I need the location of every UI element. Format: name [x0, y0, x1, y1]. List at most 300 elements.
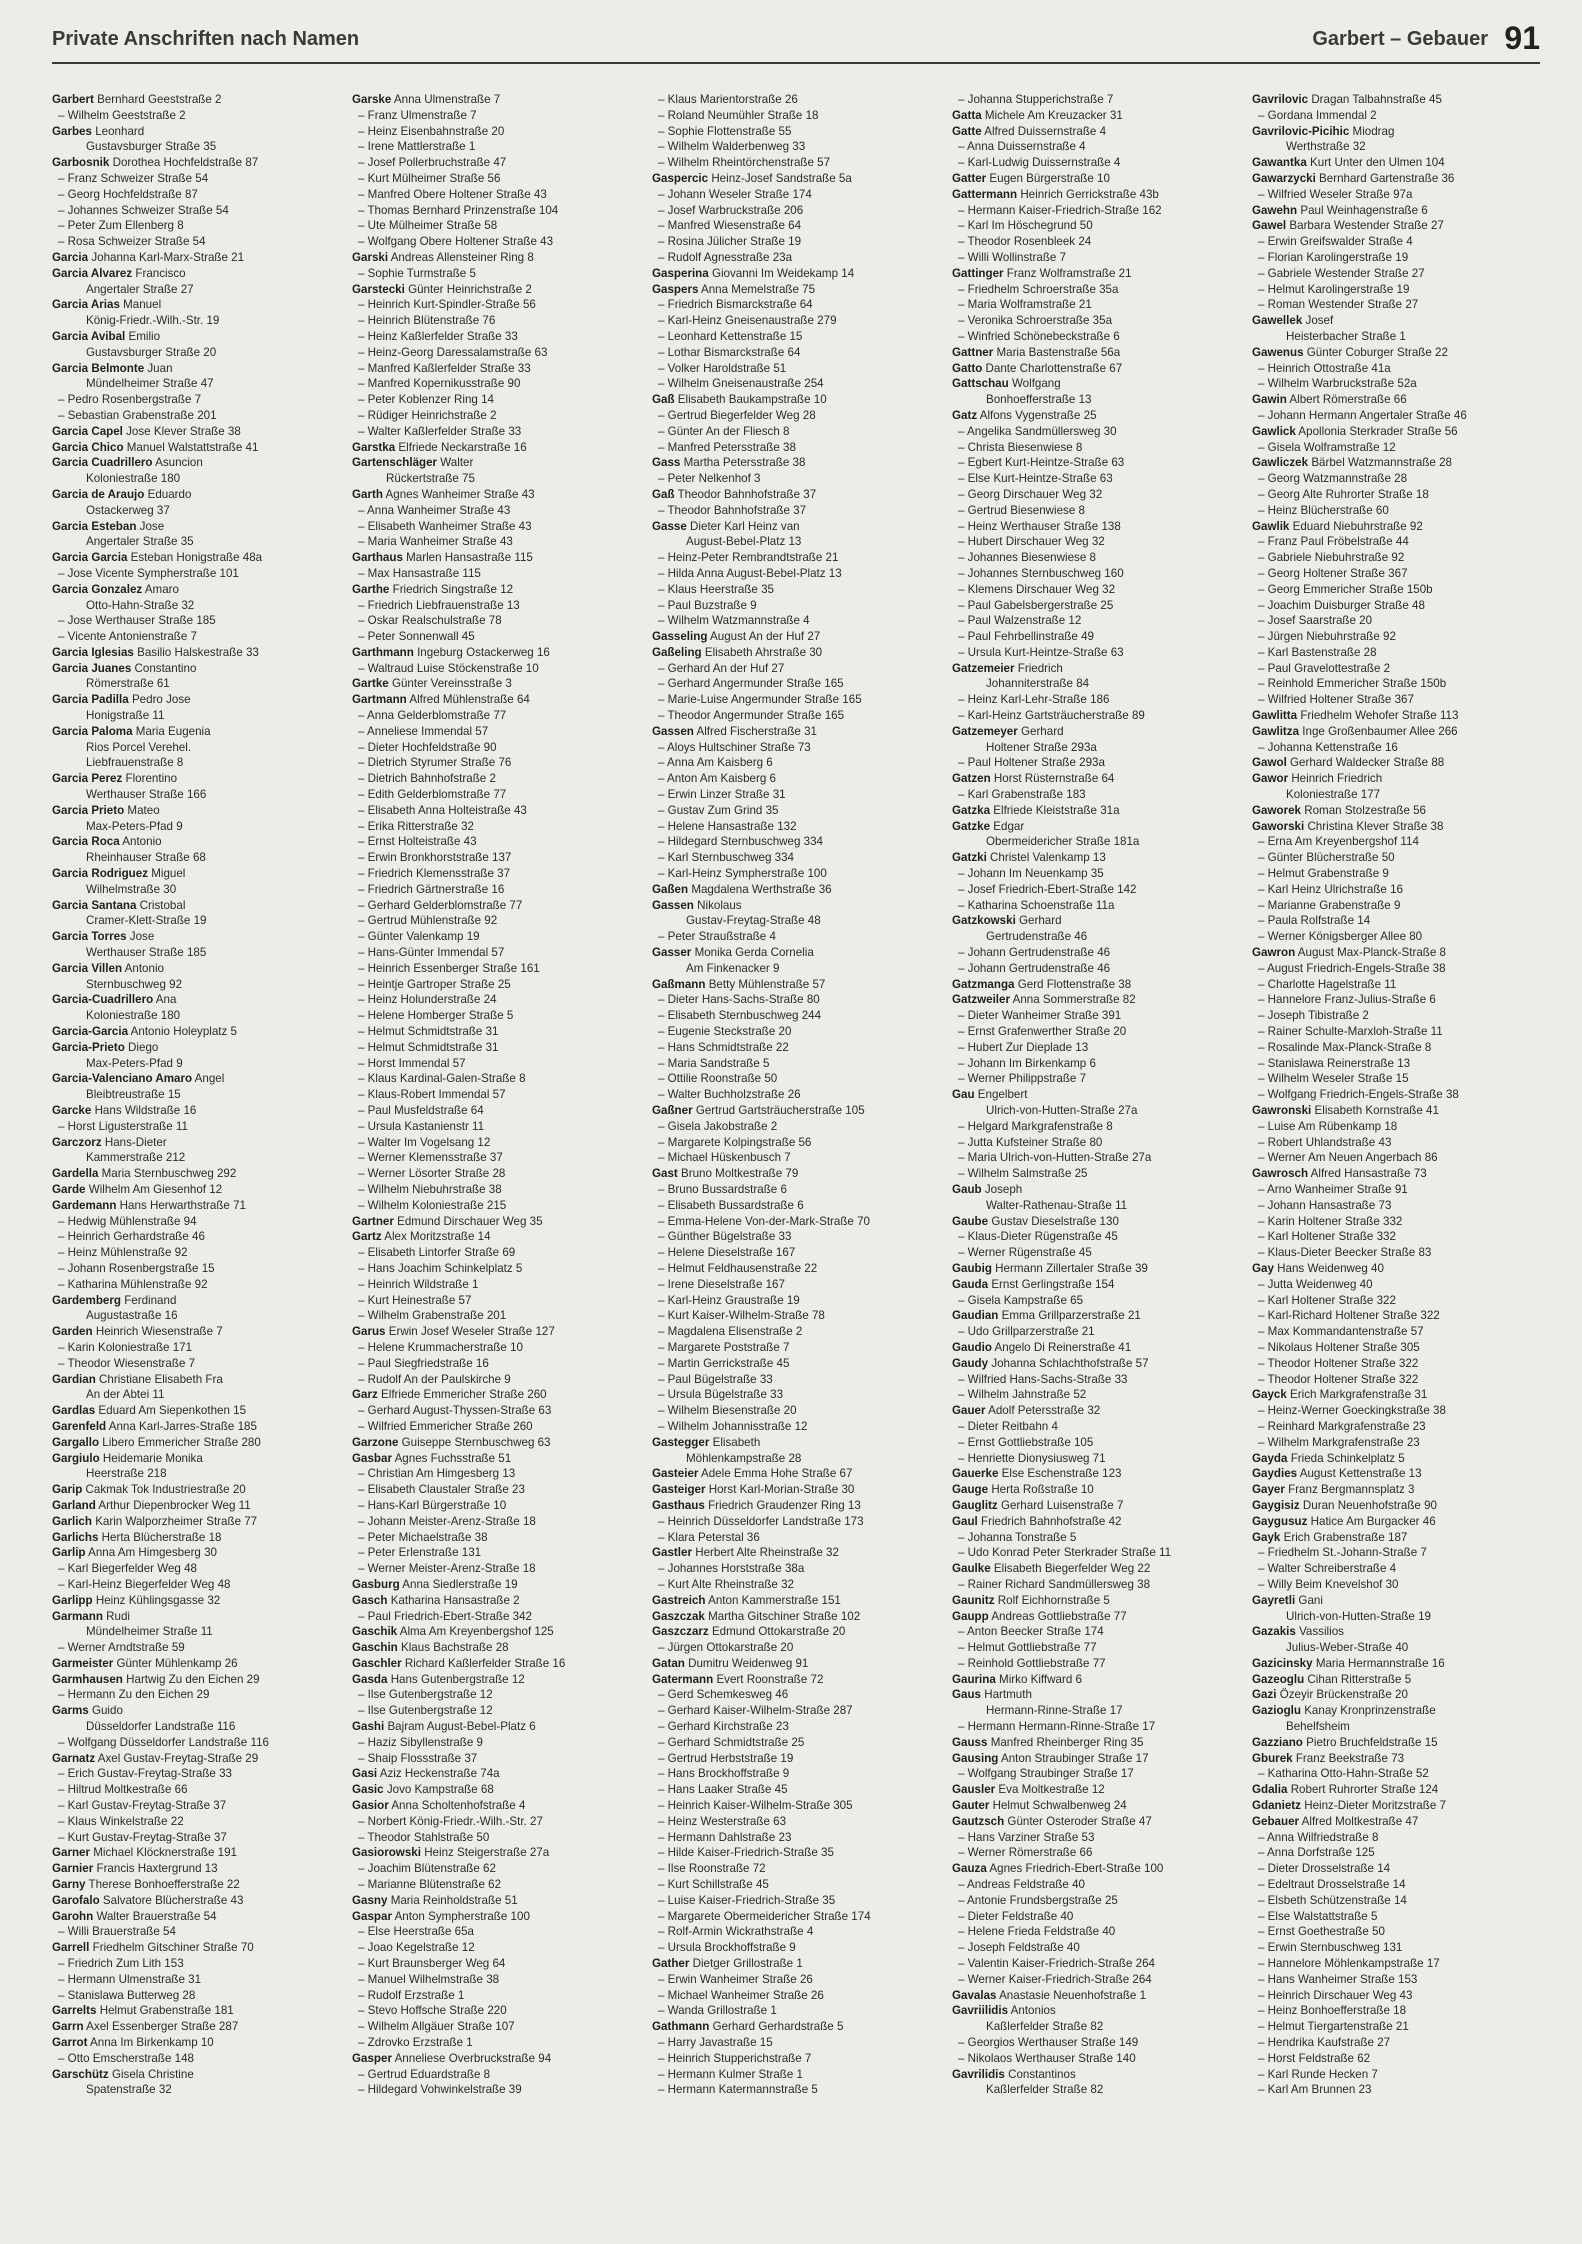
listing-entry [352, 819, 640, 835]
listing-entry [952, 424, 1240, 440]
listing-entry [652, 124, 940, 140]
listing-entry [52, 1324, 340, 1340]
same-surname-dash: – [1258, 1025, 1268, 1039]
same-surname-dash: – [358, 171, 368, 185]
listing-entry [652, 455, 940, 471]
same-surname-dash: – [658, 1514, 668, 1528]
entry-details: Herta Roßstraße 10 [991, 1483, 1094, 1497]
same-surname-dash: – [1258, 1830, 1268, 1844]
listing-entry [1252, 598, 1540, 614]
entry-details: Johanna Kettenstraße 16 [1267, 740, 1398, 754]
listing-entry [1252, 1593, 1540, 1609]
same-surname-dash: – [958, 1246, 968, 1260]
entry-details: Helmut Schmidtstraße 31 [367, 1025, 499, 1039]
surname: Gatzemeyer [952, 724, 1018, 738]
listing-entry [1252, 218, 1540, 234]
surname: Gawel [1252, 219, 1287, 233]
entry-details: Maria Wolframstraße 21 [967, 298, 1092, 312]
surname: Garus [352, 1325, 386, 1339]
surname: Gaß [652, 393, 675, 407]
listing-entry [352, 171, 640, 187]
listing-entry [952, 266, 1240, 282]
listing-entry [652, 1435, 940, 1451]
entry-details: Sternbuschweg 92 [86, 977, 183, 991]
surname: Gazeoglu [1252, 1672, 1305, 1686]
listing-entry [652, 1893, 940, 1909]
same-surname-dash: – [658, 1119, 668, 1133]
entry-details: Antonio [122, 835, 162, 849]
same-surname-dash: – [658, 1025, 668, 1039]
entry-details: Elisabeth Wanheimer Straße 43 [367, 519, 532, 533]
surname: Gaubig [952, 1261, 992, 1275]
surname: Gaurina [952, 1672, 996, 1686]
listing-entry [52, 1135, 340, 1151]
listing-entry [52, 1830, 340, 1846]
entry-details: Johann Im Birkenkamp 6 [967, 1056, 1096, 1070]
entry-details: Özeyir Brückenstraße 20 [1279, 1688, 1408, 1702]
entry-details: Werthauser Straße 185 [86, 946, 207, 960]
listing-entry [652, 566, 940, 582]
entry-details: Heinz-Werner Goeckingkstraße 38 [1267, 1404, 1446, 1418]
listing-entry [1252, 1435, 1540, 1451]
listing-entry [952, 913, 1240, 929]
listing-entry [352, 1656, 640, 1672]
same-surname-dash: – [358, 1072, 368, 1086]
listing-entry [1252, 1924, 1540, 1940]
same-surname-dash: – [958, 1941, 968, 1955]
listing-entry [52, 1451, 340, 1467]
entry-details: Erwin Josef Weseler Straße 127 [388, 1325, 555, 1339]
entry-details: Friedhelm Wehofer Straße 113 [1300, 709, 1459, 723]
same-surname-dash: – [1258, 1009, 1268, 1023]
listing-entry [652, 218, 940, 234]
entry-details: Cramer-Klett-Straße 19 [86, 914, 207, 928]
listing-entry [1252, 1672, 1540, 1688]
same-surname-dash: – [1258, 408, 1268, 422]
same-surname-dash: – [358, 1309, 368, 1323]
same-surname-dash: – [958, 1293, 968, 1307]
entry-details: Josef Friedrich-Ebert-Straße 142 [967, 882, 1137, 896]
entry-details: Walter Buchholzstraße 26 [667, 1088, 801, 1102]
listing-entry [352, 2067, 640, 2083]
listing-entry [952, 850, 1240, 866]
entry-details: Norbert König-Friedr.-Wilh.-Str. 27 [367, 1814, 543, 1828]
same-surname-dash: – [358, 566, 368, 580]
entry-details: August Kettenstraße 13 [1299, 1467, 1422, 1481]
entry-details: Albert Römerstraße 66 [1289, 393, 1407, 407]
entry-details: Paul Gravelottestraße 2 [1267, 661, 1391, 675]
entry-details: Wilhelm Grabenstraße 201 [367, 1309, 507, 1323]
entry-details: Karl Im Höschegrund 50 [967, 219, 1093, 233]
listing-entry [1252, 1403, 1540, 1419]
entry-details: Thomas Bernhard Prinzenstraße 104 [367, 203, 559, 217]
listing-entry [952, 2082, 1240, 2098]
listing-entry [1252, 1324, 1540, 1340]
listing-entry [952, 1988, 1240, 2004]
same-surname-dash: – [958, 503, 968, 517]
surname: Garden [52, 1325, 93, 1339]
entry-details: Elfriede Emmericher Straße 260 [381, 1388, 547, 1402]
same-surname-dash: – [958, 2036, 968, 2050]
listing-entry [52, 455, 340, 471]
surname: Gayck [1252, 1388, 1287, 1402]
same-surname-dash: – [958, 693, 968, 707]
same-surname-dash: – [658, 1340, 668, 1354]
same-surname-dash: – [1258, 961, 1268, 975]
same-surname-dash: – [358, 1609, 368, 1623]
same-surname-dash: – [958, 440, 968, 454]
listing-entry [952, 1940, 1240, 1956]
same-surname-dash: – [658, 235, 668, 249]
same-surname-dash: – [658, 1056, 668, 1070]
entry-details: Rudolf Erzstraße 1 [367, 1988, 465, 2002]
surname: Gastegger [652, 1435, 710, 1449]
entry-details: Peter Michaelstraße 38 [367, 1530, 488, 1544]
entry-details: Heinrich Kurt-Spindler-Straße 56 [367, 298, 536, 312]
listing-entry [1252, 1498, 1540, 1514]
same-surname-dash: – [958, 630, 968, 644]
listing-entry [952, 1056, 1240, 1072]
entry-details: Else Kurt-Heintze-Straße 63 [967, 472, 1113, 486]
surname: Gaulke [952, 1562, 991, 1576]
listing-entry [52, 108, 340, 124]
surname: Gasny [352, 1893, 388, 1907]
listing-entry [1252, 2051, 1540, 2067]
listing-entry [1252, 787, 1540, 803]
listing-entry [352, 282, 640, 298]
surname: Garcia Villen [52, 961, 123, 975]
entry-details: Karl-Heinz Sympherstraße 100 [667, 867, 827, 881]
entry-details: Dumitru Weidenweg 91 [688, 1656, 809, 1670]
listing-entry [52, 1956, 340, 1972]
surname: Gass [652, 456, 681, 470]
same-surname-dash: – [958, 551, 968, 565]
listing-entry [952, 1340, 1240, 1356]
same-surname-dash: – [358, 219, 368, 233]
entry-details: Stanislawa Reinerstraße 13 [1267, 1056, 1411, 1070]
entry-details: Georg Hochfeldstraße 87 [67, 187, 198, 201]
entry-details: Christina Klever Straße 38 [1307, 819, 1444, 833]
surname: Gazi [1252, 1688, 1277, 1702]
entry-details: Bruno Moltkestraße 79 [681, 1167, 799, 1181]
listing-entry [952, 803, 1240, 819]
entry-details: Maria Sternbuschweg 292 [101, 1167, 237, 1181]
entry-details: Joseph Feldstraße 40 [967, 1941, 1080, 1955]
surname: Garlichs [52, 1530, 99, 1544]
surname: Gausing [952, 1751, 999, 1765]
entry-details: Karl-Richard Holtener Straße 322 [1267, 1309, 1440, 1323]
listing-entry [352, 1419, 640, 1435]
surname: Gauglitz [952, 1498, 998, 1512]
same-surname-dash: – [658, 803, 668, 817]
entry-details: Horst Rüsternstraße 64 [993, 772, 1115, 786]
entry-details: Salvatore Blücherstraße 43 [102, 1893, 244, 1907]
surname: Gatzki [952, 851, 987, 865]
listing-entry [952, 155, 1240, 171]
surname: Garnier [52, 1862, 94, 1876]
listing-entry [1252, 1308, 1540, 1324]
same-surname-dash: – [958, 1119, 968, 1133]
surname: Gawor [1252, 772, 1289, 786]
listing-entry [952, 1451, 1240, 1467]
listing-entry [952, 1924, 1240, 1940]
listing-entry [652, 1340, 940, 1356]
entry-details: Klaus-Dieter Rügenstraße 45 [967, 1230, 1118, 1244]
entry-details: Jürgen Ottokarstraße 20 [667, 1641, 794, 1655]
listing-entry [52, 1577, 340, 1593]
surname: Gautzsch [952, 1814, 1005, 1828]
same-surname-dash: – [58, 566, 68, 580]
same-surname-dash: – [58, 203, 68, 217]
same-surname-dash: – [58, 187, 68, 201]
entry-details: Ostackerweg 37 [86, 503, 170, 517]
entry-details: Antonie Frundsbergstraße 25 [967, 1893, 1118, 1907]
listing-entry [52, 1008, 340, 1024]
listing-entry [1252, 250, 1540, 266]
same-surname-dash: – [58, 1562, 68, 1576]
listing-entry [352, 108, 640, 124]
same-surname-dash: – [958, 1388, 968, 1402]
listing-entry [952, 755, 1240, 771]
entry-details: Manfred Kaßlerfelder Straße 33 [367, 361, 531, 375]
entry-details: Hans-Karl Bürgerstraße 10 [367, 1498, 507, 1512]
surname: Gatter [952, 171, 987, 185]
entry-details: Franz Paul Fröbelstraße 44 [1267, 535, 1409, 549]
listing-entry [1252, 1293, 1540, 1309]
surname: Garthe [352, 582, 390, 596]
surname: Garschütz [52, 2067, 109, 2081]
entry-details: Wilhelm Geeststraße 2 [67, 108, 186, 122]
listing-entry [652, 1861, 940, 1877]
listing-entry [52, 1640, 340, 1656]
listing-entry [652, 1751, 940, 1767]
same-surname-dash: – [1258, 298, 1268, 312]
entry-details: Heinz Kühlingsgasse 32 [95, 1593, 221, 1607]
entry-details: Gerd Flottenstraße 38 [1017, 977, 1132, 991]
listing-entry [952, 898, 1240, 914]
surname: Garrn [52, 2020, 84, 2034]
listing-entry [52, 740, 340, 756]
entry-details: Angertaler Straße 27 [86, 282, 194, 296]
listing-entry [352, 566, 640, 582]
listing-entry [952, 1830, 1240, 1846]
listing-entry [652, 1956, 940, 1972]
same-surname-dash: – [658, 298, 668, 312]
listing-entry [1252, 755, 1540, 771]
listing-entry [952, 1261, 1240, 1277]
entry-details: Helmut Schmidtstraße 31 [367, 1040, 499, 1054]
entry-details: Gustav Dieselstraße 130 [991, 1214, 1119, 1228]
entry-details: Dietrich Styrumer Straße 76 [367, 756, 512, 770]
listing-entry [52, 566, 340, 582]
entry-details: Kurt Mülheimer Straße 56 [367, 171, 501, 185]
listing-entry [52, 124, 340, 140]
listing-entry [652, 1498, 940, 1514]
surname: Gartz [352, 1230, 382, 1244]
surname: Garrelts [52, 2004, 97, 2018]
entry-details: Paul Siegfriedstraße 16 [367, 1356, 489, 1370]
entry-details: Reinhold Emmericher Straße 150b [1267, 677, 1447, 691]
listing-entry [952, 124, 1240, 140]
listing-entry [352, 1071, 640, 1087]
entry-details: Römerstraße 61 [86, 677, 170, 691]
listing-entry [352, 1245, 640, 1261]
same-surname-dash: – [658, 1309, 668, 1323]
entry-details: Gertrudenstraße 46 [986, 930, 1088, 944]
listing-entry [52, 424, 340, 440]
same-surname-dash: – [1258, 2067, 1268, 2081]
listing-entry [1252, 266, 1540, 282]
listing-entry [352, 266, 640, 282]
listing-entry [352, 534, 640, 550]
entry-details: Christian Am Himgesberg 13 [367, 1467, 516, 1481]
entry-details: Elisabeth Anna Holteistraße 43 [367, 803, 527, 817]
entry-details: Karl Biegerfelder Weg 48 [67, 1562, 197, 1576]
listing-entry [652, 1403, 940, 1419]
entry-details: Bernhard Geeststraße 2 [97, 93, 222, 106]
surname: Garski [352, 250, 389, 264]
listing-entry [652, 155, 940, 171]
same-surname-dash: – [1258, 1277, 1268, 1291]
listing-entry [1252, 1972, 1540, 1988]
entry-details: Elisabeth Kornstraße 41 [1314, 1104, 1439, 1117]
listing-entry [1252, 1656, 1540, 1672]
same-surname-dash: – [358, 393, 368, 407]
same-surname-dash: – [358, 1751, 368, 1765]
entry-details: Ursula Brockhoffstraße 9 [667, 1941, 796, 1955]
entry-details: Katharina Mühlenstraße 92 [67, 1277, 208, 1291]
listing-entry [952, 1466, 1240, 1482]
listing-entry [52, 203, 340, 219]
listing-entry [952, 771, 1240, 787]
listing-entry [1252, 771, 1540, 787]
entry-details: Karl Grabenstraße 183 [967, 788, 1086, 802]
same-surname-dash: – [358, 298, 368, 312]
same-surname-dash: – [1258, 235, 1268, 249]
listing-entry [952, 1798, 1240, 1814]
entry-details: Ulrich-von-Hutten-Straße 27a [986, 1104, 1138, 1117]
same-surname-dash: – [1258, 1293, 1268, 1307]
same-surname-dash: – [1258, 1230, 1268, 1244]
entry-details: Hans-Dieter [104, 1135, 167, 1149]
same-surname-dash: – [958, 756, 968, 770]
same-surname-dash: – [58, 1340, 68, 1354]
entry-details: Klaus-Dieter Beecker Straße 83 [1267, 1246, 1432, 1260]
listing-entry [952, 171, 1240, 187]
surname: Gaydies [1252, 1467, 1298, 1481]
surname: Gawronski [1252, 1104, 1312, 1117]
entry-details: Herbert Alte Rheinstraße 32 [695, 1546, 839, 1560]
entry-details: Elisabeth Claustaler Straße 23 [367, 1483, 525, 1497]
same-surname-dash: – [658, 1783, 668, 1797]
same-surname-dash: – [658, 93, 668, 106]
listing-entry [52, 787, 340, 803]
listing-entry [1252, 992, 1540, 1008]
same-surname-dash: – [658, 551, 668, 565]
listing-entry [652, 708, 940, 724]
entry-details: Egbert Kurt-Heintze-Straße 63 [967, 456, 1125, 470]
entry-details: Nikolaos Werthauser Straße 140 [967, 2051, 1136, 2065]
entry-details: Joseph [984, 1182, 1023, 1196]
listing-entry [352, 203, 640, 219]
entry-details: Wilfried Emmericher Straße 260 [367, 1419, 533, 1433]
listing-entry [652, 392, 940, 408]
entry-details: Wolfgang Obere Holtener Straße 43 [367, 235, 554, 249]
entry-details: Martha Petersstraße 38 [683, 456, 806, 470]
listing-entry [352, 1466, 640, 1482]
entry-details: Klara Peterstal 36 [667, 1530, 760, 1544]
entry-details: Dieter Drosselstraße 14 [1267, 1862, 1391, 1876]
surname: Gaszczarz [652, 1625, 709, 1639]
same-surname-dash: – [958, 1025, 968, 1039]
listing-entry [1252, 1609, 1540, 1625]
listing-entry [52, 708, 340, 724]
listing-entry [652, 250, 940, 266]
entry-details: Helene Dieselstraße 167 [667, 1246, 796, 1260]
entry-details: Hans Gutenbergstraße 12 [390, 1672, 525, 1686]
entry-details: Johann Gertrudenstraße 46 [967, 961, 1111, 975]
surname: Gattermann [952, 187, 1018, 201]
same-surname-dash: – [658, 1735, 668, 1749]
listing-entry [952, 2051, 1240, 2067]
entry-details: Dietrich Bahnhofstraße 2 [367, 772, 496, 786]
entry-details: Joseph Tibistraße 2 [1267, 1009, 1369, 1023]
listing-entry [52, 1435, 340, 1451]
entry-details: Frieda Schinkelplatz 5 [1290, 1451, 1405, 1465]
same-surname-dash: – [958, 1925, 968, 1939]
listing-entry [652, 171, 940, 187]
entry-details: Agnes Fuchsstraße 51 [394, 1451, 512, 1465]
listing-entry [952, 92, 1240, 108]
listing-entry [352, 1119, 640, 1135]
entry-details: Magdalena Werthstraße 36 [691, 882, 832, 896]
listing-entry [1252, 1561, 1540, 1577]
listing-entry [52, 297, 340, 313]
listing-entry [352, 2019, 640, 2035]
entry-details: Ilse Roonstraße 72 [667, 1862, 766, 1876]
entry-details: Rolf Eichhornstraße 5 [997, 1593, 1110, 1607]
entry-details: Theodor Wiesenstraße 7 [67, 1356, 196, 1370]
listing-entry [952, 1956, 1240, 1972]
listing-entry [52, 1751, 340, 1767]
listing-entry [352, 977, 640, 993]
entry-details: Else Eschenstraße 123 [1001, 1467, 1122, 1481]
same-surname-dash: – [1258, 930, 1268, 944]
listing-entry [52, 1877, 340, 1893]
entry-details: Liebfrauenstraße 8 [86, 756, 184, 770]
listing-entry [952, 1150, 1240, 1166]
entry-details: Elisabeth [712, 1435, 761, 1449]
same-surname-dash: – [958, 329, 968, 343]
entry-details: Agnes Wanheimer Straße 43 [385, 487, 535, 501]
surname: Garcia Belmonte [52, 361, 145, 375]
listing-entry [952, 519, 1240, 535]
entry-details: Wilhelm Jahnstraße 52 [967, 1388, 1087, 1402]
surname: Garland [52, 1498, 96, 1512]
entry-details: Ursula Kastanienstr 11 [367, 1119, 485, 1133]
surname: Gaunitz [952, 1593, 995, 1607]
listing-entry [652, 1040, 940, 1056]
entry-details: Stanislawa Butterweg 28 [67, 1988, 196, 2002]
same-surname-dash: – [1258, 266, 1268, 280]
same-surname-dash: – [958, 282, 968, 296]
listing-entry [1252, 661, 1540, 677]
listing-entry [352, 1182, 640, 1198]
entry-details: Elisabeth Baukampstraße 10 [677, 393, 827, 407]
same-surname-dash: – [358, 1404, 368, 1418]
listing-entry [1252, 850, 1540, 866]
same-surname-dash: – [58, 408, 68, 422]
